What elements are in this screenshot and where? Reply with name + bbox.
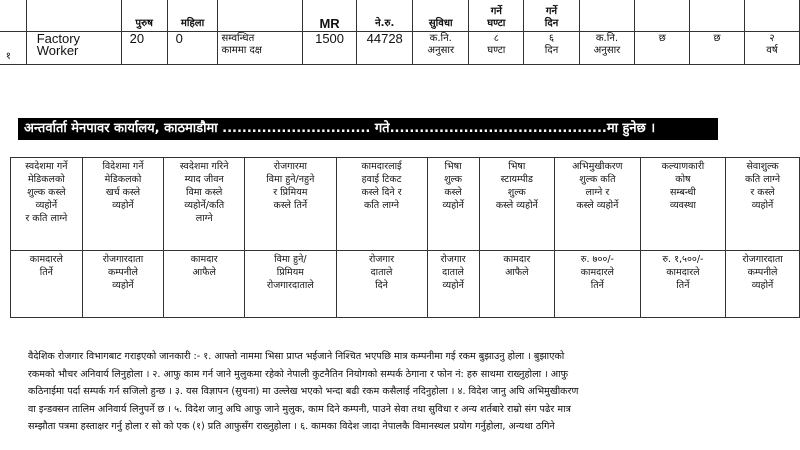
cost-header-cell: स्वदेशमा गरिने म्याद जीवन विमा कस्ले व्यहोर्ने/कति लाग्ने xyxy=(164,158,245,251)
cost-header-row xyxy=(11,158,800,251)
cost-header-cell: रोजगारमा विमा हुने/नहुने र प्रिमियम कस्ले तिर्ने xyxy=(245,158,336,251)
cost-value-cell: रोजगारदाता कम्पनीले व्यहोर्ने xyxy=(82,251,163,318)
cost-value-row xyxy=(11,251,800,318)
interview-banner: अन्तर्वार्ता मेनपावर कार्यालय, काठमाडौमा .............................. गते............................................मा हुनेछ । xyxy=(18,118,718,140)
hours-value: ८ घण्टा xyxy=(469,32,524,65)
header-hours: गर्ने घण्टा xyxy=(469,0,524,32)
cost-value-cell: विमा हुने/ प्रिमियम रोजगारदाताले xyxy=(245,251,336,318)
cost-value-cell: कामदार आफैले xyxy=(479,251,554,318)
header-facility: सुविधा xyxy=(413,0,469,32)
header-days: गर्ने दिन xyxy=(524,0,579,32)
cost-value-cell: रु. १,५००/- कामदारले तिर्ने xyxy=(640,251,725,318)
cost-table xyxy=(10,157,800,318)
header-cell xyxy=(26,0,121,32)
header-female: महिला xyxy=(167,0,218,32)
header-mr: MR xyxy=(303,0,357,32)
value-cell: छ xyxy=(635,32,690,65)
department-notice xyxy=(28,348,800,436)
table-row xyxy=(0,32,800,65)
cost-value-cell: कामदारले तिर्ने xyxy=(11,251,83,318)
cost-header-cell: स्वदेशमा गर्ने मेडिकलको शुल्क कस्ले व्यहोर्ने र कति लाग्ने xyxy=(11,158,83,251)
cost-value-cell: रोजगार दाताले व्यहोर्ने xyxy=(427,251,479,318)
header-cell xyxy=(690,0,745,32)
cost-value-cell: रु. ७००/- कामदारले तिर्ने xyxy=(555,251,641,318)
row-serial: १ xyxy=(0,32,26,65)
notice-line: रकमको भौचर अनिवार्य लिनुहोला । २. आफु काम गर्न जाने मुलुकमा रहेको नेपाली कुटनैतिन नियोगको सम्पर्क ठेगाना र फोन नं: हरु साथमा राख्नुहोला । आफु xyxy=(28,368,568,380)
job-title: Factory Worker xyxy=(26,32,121,65)
cost-value-cell: रोजगार दाताले दिने xyxy=(336,251,427,318)
table-header-row xyxy=(0,0,800,32)
cost-header-cell: सेवाशुल्क कति लाग्ने र कस्ले व्यहोर्ने xyxy=(726,158,800,251)
contract-period: २ वर्ष xyxy=(744,32,799,65)
header-cell xyxy=(635,0,690,32)
notice-line: सम्झौता पत्रमा हस्ताक्षर गर्नु होला र सो को एक (१) प्रति आफुसँग राख्नुहोला । ६. कामका विदेश जादा नेपालकै विमानस्थल प्रयोग गर्नुहोला, अन्यथा ठगिने xyxy=(28,421,555,432)
header-cell xyxy=(0,0,26,32)
cost-header-cell: कल्याणकारी कोष सम्बन्धी व्यवस्था xyxy=(640,158,725,251)
header-cell xyxy=(579,0,635,32)
header-cell xyxy=(744,0,799,32)
header-male: पुरुष xyxy=(121,0,167,32)
facility-value: क.नि. अनुसार xyxy=(413,32,469,65)
salary-npr: 44728 xyxy=(357,32,413,65)
cost-header-cell: विदेशमा गर्ने मेडिकलको खर्च कस्ले व्यहोर्ने xyxy=(82,158,163,251)
cost-header-cell: भिषा स्टायम्पीड शुल्क कस्ले व्यहोर्ने xyxy=(479,158,554,251)
notice-line: वा इन्डक्सन तालिम अनिवार्य लिनुपर्ने छ । ५. विदेश जानु अघि आफु जाने मुलुक, काम दिने कम्पनी, पाउने सेवा तथा सुविधा र अन्य शर्तबारे राम्रो संग पढेर मात्र xyxy=(28,403,571,415)
female-count: 0 xyxy=(167,32,218,65)
value-cell: छ xyxy=(690,32,745,65)
cost-header-cell: अभिमुखीकरण शुल्क कति लाग्ने र कस्ले व्यहोर्ने xyxy=(555,158,641,251)
notice-line: वैदेशिक रोजगार विभागबाट गराइएको जानकारी :- १. आफ्तो नाममा भिसा प्राप्त भईजाने निश्चित भएपछि मात्र कम्पनीमा गई रकम बुझाउनु होला । बुझाएको xyxy=(28,351,565,362)
male-count: 20 xyxy=(121,32,167,65)
header-npr: ने.रु. xyxy=(357,0,413,32)
cost-value-cell: कामदार आफैले xyxy=(164,251,245,318)
job-details-table xyxy=(0,0,800,65)
notice-line: कठिनाईमा पर्दा सम्पर्क गर्न सजिलो हुन्छ । ३. यस विज्ञापन (सुचना) मा उल्लेख भएको भन्दा बढी रकम कसैलाई नदिनुहोला । ४. विदेश जानु अघि अभिमुखीकरण xyxy=(28,386,579,397)
days-value: ६ दिन xyxy=(524,32,579,65)
leave-value: क.नि. अनुसार xyxy=(579,32,635,65)
cost-header-cell: कामदारलाई हवाई टिकट कस्ले दिने र कति लाग्ने xyxy=(336,158,427,251)
qualification: सम्वन्धित काममा दक्ष xyxy=(218,32,303,65)
salary-mr: 1500 xyxy=(303,32,357,65)
cost-value-cell: रोजगारदाता कम्पनीले व्यहोर्ने xyxy=(726,251,800,318)
header-cell xyxy=(218,0,303,32)
cost-header-cell: भिषा शुल्क कस्ले व्यहोर्ने xyxy=(427,158,479,251)
